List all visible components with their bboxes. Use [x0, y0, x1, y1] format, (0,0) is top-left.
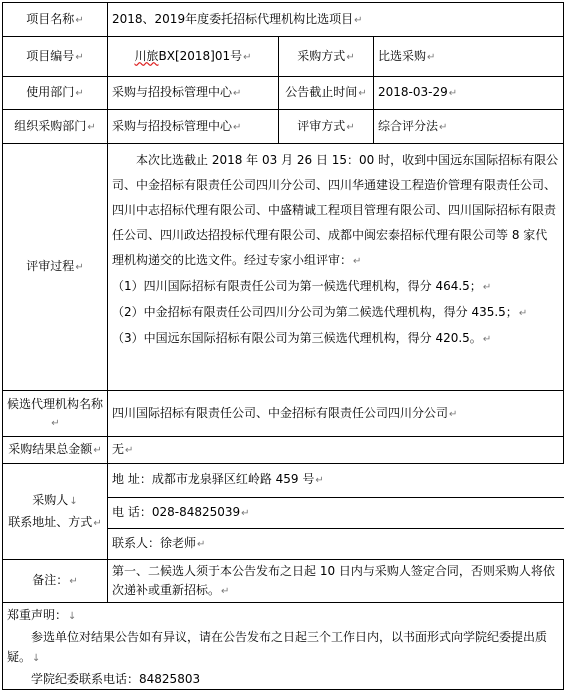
row-dept [3, 77, 564, 110]
row-contact [3, 464, 564, 560]
contact-inner-table [108, 464, 564, 559]
review-method-label: 评审方式↵ [279, 110, 374, 144]
statement-body: 参选单位对结果公告如有异议，请在公告发布之日起三个工作日内，以书面形式向学院纪委提出质疑。↓ [7, 630, 548, 664]
row-notes [3, 560, 564, 603]
total-amount-value: 无↵ [108, 437, 564, 464]
row-project-no [3, 37, 564, 77]
statement-contact: 学院纪委联系电话：84825803 [31, 672, 201, 686]
review-content [108, 144, 564, 391]
purchase-method-label: 采购方式↵ [279, 37, 374, 77]
review-label: 评审过程↵ [3, 144, 108, 391]
contact-details [108, 464, 564, 560]
notes-value: 第一、二候选人须于本公告发布之日起 10 日内与采购人签定合同，否则采购人将依次递补或重新招标。↵ [108, 560, 564, 603]
dept-label: 使用部门↵ [3, 77, 108, 110]
announcement-table [2, 2, 564, 690]
notes-label: 备注：↵ [3, 560, 108, 603]
project-name-value: 2018、2019年度委托招标代理机构比选项目↵ [108, 3, 564, 37]
statement [3, 603, 564, 690]
row-review [3, 144, 564, 391]
dept-value: 采购与招投标管理中心↵ [108, 77, 279, 110]
project-no-value: 川旅BX[2018]01号↵ [108, 37, 279, 77]
review-item-1: （1）四川国际招标有限责任公司为第一候选代理机构，得分 464.5；↵ [112, 279, 492, 293]
row-candidates [3, 391, 564, 437]
org-dept-label: 组织采购部门↵ [3, 110, 108, 144]
contact-label: 采购人↓ 联系地址、方式↵ [3, 464, 108, 560]
review-intro: 本次比选截止 2018 年 03 月 26 日 15：00 时，收到中国远东国际招标有限公司、中金招标有限责任公司四川分公司、四川华通建设工程造价管理有限责任公司、四川中志招标代理有限公司、中盛精诚工程项目管理有限公司、四川国际招标有限责任公司、四川政达招投标代理有限公司、成都中闽宏泰招标代理有限公司等 8 家代理机构递交的比选文件。经过专家小组评审：↵ [112, 153, 559, 267]
candidates-label: 候选代理机构名称↵ [3, 391, 108, 437]
contact-person: 联系人：徐老师↵ [112, 535, 206, 550]
deadline-label: 公告截止时间↵ [279, 77, 374, 110]
contact-phone-row [108, 497, 564, 528]
candidates-value: 四川国际招标有限责任公司、中金招标有限责任公司四川分公司↵ [108, 391, 564, 437]
contact-phone: 电 话：028-84825039↵ [108, 497, 564, 528]
contact-address: 地 址：成都市龙泉驿区红岭路 459 号↵ [108, 464, 564, 497]
row-total-amount [3, 437, 564, 464]
contact-person-row [108, 528, 564, 559]
review-item-2: （2）中金招标有限责任公司四川分公司为第二候选代理机构，得分 435.5；↵ [112, 305, 528, 319]
review-item-3: （3）中国远东国际招标有限公司为第三候选代理机构，得分 420.5。↵ [112, 331, 492, 345]
deadline-value: 2018-03-29↵ [374, 77, 564, 110]
row-project-name [3, 3, 564, 37]
review-method-value: 综合评分法↵ [374, 110, 564, 144]
purchase-method-value: 比选采购↵ [374, 37, 564, 77]
total-amount-label: 采购结果总金额↵ [3, 437, 108, 464]
project-no-label: 项目编号↵ [3, 37, 108, 77]
statement-title: 郑重声明：↓ [7, 608, 77, 622]
project-name-label: 项目名称↵ [3, 3, 108, 37]
contact-address-row [108, 464, 564, 497]
row-statement [3, 603, 564, 690]
org-dept-value: 采购与招投标管理中心↵ [108, 110, 279, 144]
row-org-dept [3, 110, 564, 144]
